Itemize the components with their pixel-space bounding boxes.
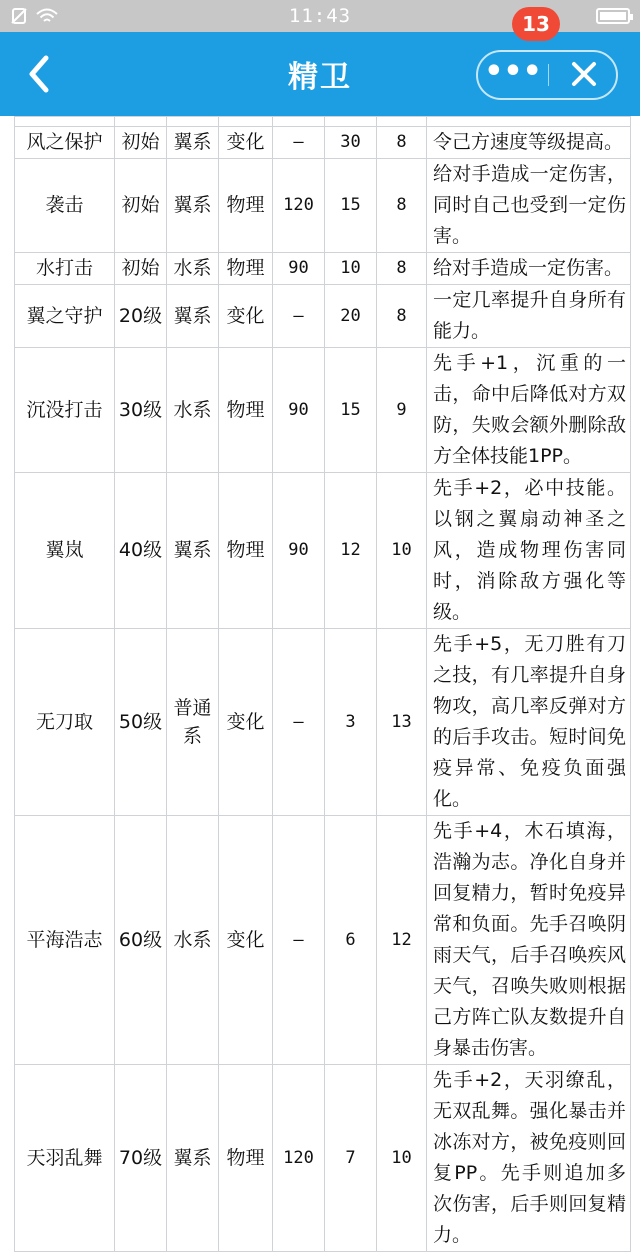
skill-category: 物理 bbox=[219, 473, 273, 629]
table-row bbox=[15, 816, 631, 1065]
skill-speed: 8 bbox=[377, 253, 427, 285]
skill-level: 初始 bbox=[115, 253, 167, 285]
skill-level: 70级 bbox=[115, 1065, 167, 1252]
skill-power: 120 bbox=[273, 1065, 325, 1252]
skill-type: 翼系 bbox=[167, 1065, 219, 1252]
skill-level: 50级 bbox=[115, 629, 167, 816]
skill-type: 普通系 bbox=[167, 629, 219, 816]
skill-table-container[interactable] bbox=[0, 116, 640, 1246]
skill-effect: 先手+1，沉重的一击，命中后降低对方双防，失败会额外删除敌方全体技能1PP。 bbox=[427, 348, 631, 473]
skill-type: 水系 bbox=[167, 816, 219, 1065]
page-title: 精卫 bbox=[288, 60, 352, 95]
table-row bbox=[15, 348, 631, 473]
skill-name: 水打击 bbox=[15, 253, 115, 285]
table-row bbox=[15, 127, 631, 159]
skill-type: 水系 bbox=[167, 253, 219, 285]
skill-level: 20级 bbox=[115, 285, 167, 348]
skill-type: 水系 bbox=[167, 348, 219, 473]
clock: 11:43 bbox=[288, 5, 352, 27]
skill-speed: 13 bbox=[377, 629, 427, 816]
skill-level: 初始 bbox=[115, 159, 167, 253]
skill-power: 120 bbox=[273, 159, 325, 253]
skill-level: 初始 bbox=[115, 127, 167, 159]
skill-power: 90 bbox=[273, 348, 325, 473]
skill-power: — bbox=[273, 629, 325, 816]
table-row bbox=[15, 285, 631, 348]
skill-pp: 6 bbox=[325, 816, 377, 1065]
skill-category: 物理 bbox=[219, 253, 273, 285]
skill-power: 90 bbox=[273, 253, 325, 285]
skill-speed: 8 bbox=[377, 285, 427, 348]
skill-category: 变化 bbox=[219, 629, 273, 816]
skill-effect: 一定几率提升自身所有能力。 bbox=[427, 285, 631, 348]
skill-speed: 12 bbox=[377, 816, 427, 1065]
skill-name: 风之保护 bbox=[15, 127, 115, 159]
skill-category: 变化 bbox=[219, 127, 273, 159]
skill-speed: 8 bbox=[377, 127, 427, 159]
table-row bbox=[15, 117, 631, 127]
back-arrow-icon[interactable] bbox=[20, 48, 64, 100]
skill-type: 翼系 bbox=[167, 285, 219, 348]
more-dots-icon: ••• bbox=[484, 54, 542, 89]
skill-name: 无刀取 bbox=[15, 629, 115, 816]
skill-effect: 令己方速度等级提高。 bbox=[427, 127, 631, 159]
skill-pp: 15 bbox=[325, 159, 377, 253]
skill-category: 物理 bbox=[219, 159, 273, 253]
skill-table bbox=[14, 116, 631, 1252]
table-row bbox=[15, 253, 631, 285]
skill-pp: 12 bbox=[325, 473, 377, 629]
skill-name: 天羽乱舞 bbox=[15, 1065, 115, 1252]
table-row bbox=[15, 629, 631, 816]
skill-name: 翼岚 bbox=[15, 473, 115, 629]
skill-category: 变化 bbox=[219, 285, 273, 348]
skill-effect: 先手+2，天羽缭乱，无双乱舞。强化暴击并冰冻对方，被免疫则回复PP。先手则追加多次伤害，后手则回复精力。 bbox=[427, 1065, 631, 1252]
skill-speed: 8 bbox=[377, 159, 427, 253]
skill-pp: 20 bbox=[325, 285, 377, 348]
skill-name: 沉没打击 bbox=[15, 348, 115, 473]
skill-effect: 给对手造成一定伤害。 bbox=[427, 253, 631, 285]
table-row bbox=[15, 1065, 631, 1252]
more-button[interactable] bbox=[478, 52, 548, 98]
skill-pp: 10 bbox=[325, 253, 377, 285]
skill-pp: 15 bbox=[325, 348, 377, 473]
skill-pp: 7 bbox=[325, 1065, 377, 1252]
skill-type: 翼系 bbox=[167, 473, 219, 629]
table-row bbox=[15, 473, 631, 629]
skill-name: 翼之守护 bbox=[15, 285, 115, 348]
skill-power: 90 bbox=[273, 473, 325, 629]
skill-speed: 10 bbox=[377, 1065, 427, 1252]
skill-level: 40级 bbox=[115, 473, 167, 629]
notification-badge: 13 bbox=[512, 7, 560, 41]
skill-category: 物理 bbox=[219, 1065, 273, 1252]
skill-speed: 10 bbox=[377, 473, 427, 629]
skill-effect: 先手+4，木石填海，浩瀚为志。净化自身并回复精力，暂时免疫异常和负面。先手召唤阴雨天气，后手召唤疾风天气，召唤失败则根据己方阵亡队友数提升自身暴击伤害。 bbox=[427, 816, 631, 1065]
skill-name: 袭击 bbox=[15, 159, 115, 253]
skill-power: — bbox=[273, 127, 325, 159]
skill-type: 翼系 bbox=[167, 127, 219, 159]
skill-pp: 3 bbox=[325, 629, 377, 816]
skill-name: 平海浩志 bbox=[15, 816, 115, 1065]
skill-pp: 30 bbox=[325, 127, 377, 159]
skill-effect: 给对手造成一定伤害，同时自己也受到一定伤害。 bbox=[427, 159, 631, 253]
skill-level: 60级 bbox=[115, 816, 167, 1065]
mini-program-capsule bbox=[476, 50, 618, 100]
table-row bbox=[15, 159, 631, 253]
skill-level: 30级 bbox=[115, 348, 167, 473]
battery-icon bbox=[596, 8, 630, 24]
nav-bar bbox=[0, 32, 640, 116]
skill-effect: 先手+5，无刀胜有刀之技，有几率提升自身物攻，高几率反弹对方的后手攻击。短时间免疫异常、免疫负面强化。 bbox=[427, 629, 631, 816]
skill-power: — bbox=[273, 285, 325, 348]
skill-category: 变化 bbox=[219, 816, 273, 1065]
skill-type: 翼系 bbox=[167, 159, 219, 253]
skill-speed: 9 bbox=[377, 348, 427, 473]
close-icon[interactable] bbox=[549, 52, 616, 98]
skill-power: — bbox=[273, 816, 325, 1065]
skill-category: 物理 bbox=[219, 348, 273, 473]
skill-effect: 先手+2，必中技能。以钢之翼扇动神圣之风，造成物理伤害同时，消除敌方强化等级。 bbox=[427, 473, 631, 629]
